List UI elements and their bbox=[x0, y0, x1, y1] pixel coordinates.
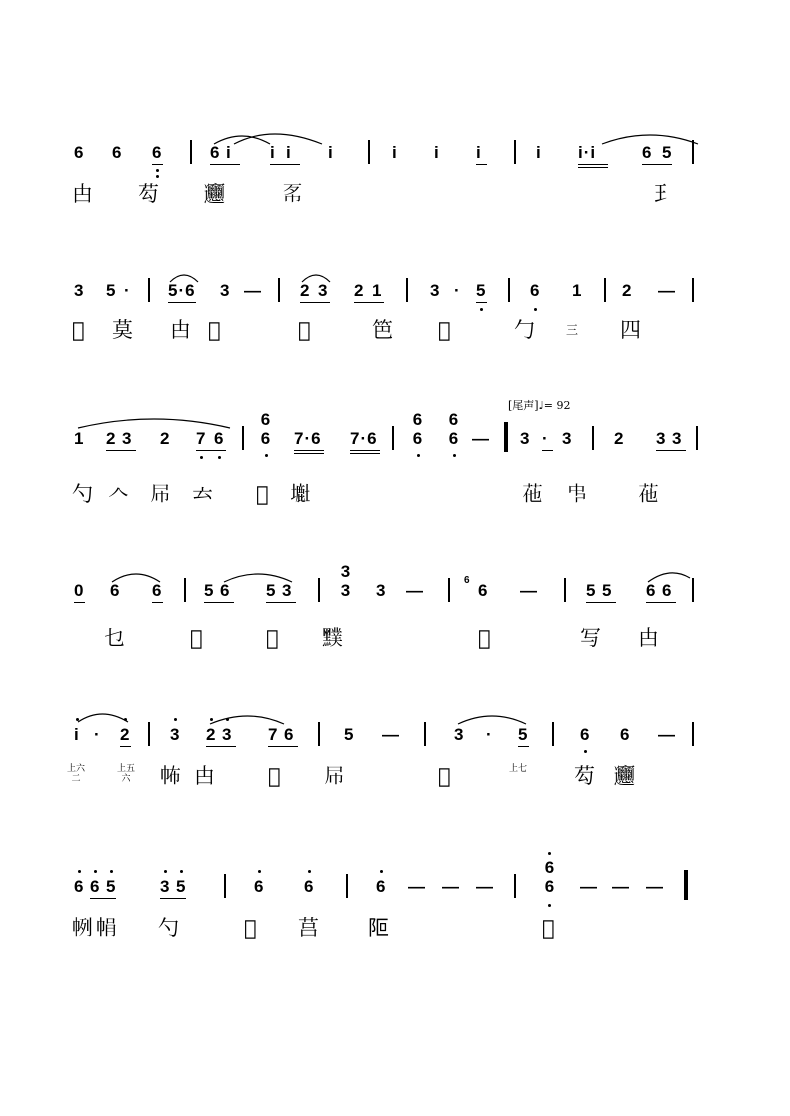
jianzi-char: 𦭝 bbox=[542, 916, 555, 940]
slur bbox=[168, 272, 202, 284]
jianzi-char: 甴 bbox=[194, 764, 215, 788]
octave-dot bbox=[94, 870, 97, 873]
underline bbox=[642, 164, 672, 165]
barline bbox=[148, 278, 150, 302]
underline bbox=[196, 450, 226, 451]
barline bbox=[514, 140, 516, 164]
note: 2 bbox=[622, 281, 633, 300]
note: 5 bbox=[662, 143, 673, 162]
jianzi-char: 甴 bbox=[72, 182, 93, 206]
note: 6 bbox=[74, 877, 85, 896]
underline bbox=[350, 453, 380, 454]
note: — bbox=[520, 581, 538, 600]
barline bbox=[242, 426, 244, 450]
barline bbox=[604, 278, 606, 302]
note: 2 bbox=[354, 281, 365, 300]
jianzi-char: 𡰯 bbox=[150, 482, 171, 506]
note: 2 bbox=[206, 725, 217, 744]
note: — bbox=[612, 877, 630, 896]
note: 3 bbox=[430, 281, 441, 300]
jianzi-char: 莒 bbox=[298, 916, 319, 940]
note: · bbox=[454, 281, 461, 300]
jianzi-char: 𢂥 bbox=[72, 916, 93, 940]
octave-dot bbox=[534, 308, 537, 311]
note: 6 bbox=[152, 581, 163, 600]
octave-dot bbox=[78, 870, 81, 873]
barline bbox=[692, 578, 694, 602]
note: 3 bbox=[170, 725, 181, 744]
slur bbox=[580, 132, 710, 146]
jianzi-char: 芶 bbox=[574, 764, 595, 788]
jianzi-char: 𢁻 bbox=[160, 764, 181, 788]
jianzi-char: 𨸭 bbox=[368, 916, 389, 940]
underline bbox=[120, 746, 131, 747]
barline bbox=[424, 722, 426, 746]
barline bbox=[184, 578, 186, 602]
jianzi-char: 𤣩 bbox=[654, 182, 675, 206]
double-barline bbox=[684, 870, 688, 900]
octave-dot bbox=[110, 870, 113, 873]
underline bbox=[518, 746, 529, 747]
note: 3 bbox=[318, 281, 329, 300]
note: · bbox=[486, 725, 493, 744]
note: — bbox=[244, 281, 262, 300]
barline bbox=[406, 278, 408, 302]
slur bbox=[208, 712, 288, 726]
octave-dot bbox=[308, 870, 311, 873]
stacked-notes: 6 6 bbox=[448, 410, 460, 448]
underline bbox=[476, 302, 487, 303]
underline bbox=[74, 602, 85, 603]
note: i bbox=[434, 143, 440, 162]
barline bbox=[696, 426, 698, 450]
barline bbox=[346, 874, 348, 898]
note: 5 bbox=[106, 281, 117, 300]
note: i·i bbox=[578, 143, 597, 162]
jianzi-char: 𰻝 bbox=[204, 182, 225, 206]
notation-row-4 bbox=[72, 562, 702, 602]
note: 3 bbox=[220, 281, 231, 300]
barline bbox=[592, 426, 594, 450]
jianzi-char: 𡒁 bbox=[208, 318, 221, 342]
jianzi-char: 𠫓 bbox=[192, 482, 213, 506]
barline bbox=[552, 722, 554, 746]
stacked-notes: 6 6 bbox=[260, 410, 272, 448]
note: 2 bbox=[300, 281, 311, 300]
jianzi-small: 上五六 bbox=[116, 764, 135, 784]
note: — bbox=[646, 877, 664, 896]
notation-row-5 bbox=[72, 724, 702, 746]
note: 2 bbox=[614, 429, 625, 448]
notation-row-2 bbox=[72, 280, 702, 302]
note: i bbox=[392, 143, 398, 162]
jianzi-char: 𠁧 bbox=[566, 482, 587, 506]
note: 5 bbox=[586, 581, 597, 600]
slur bbox=[212, 132, 332, 146]
note: 3 bbox=[282, 581, 293, 600]
note: · bbox=[542, 429, 549, 448]
jianzi-char: 勹 bbox=[514, 318, 535, 342]
note: — bbox=[580, 877, 598, 896]
note: — bbox=[382, 725, 400, 744]
note: 5 bbox=[602, 581, 613, 600]
notation-row-6 bbox=[72, 858, 702, 898]
jianzi-char: 三 bbox=[566, 323, 579, 337]
stacked-notes: 6 6 bbox=[544, 858, 556, 896]
octave-dot bbox=[480, 308, 483, 311]
note: 7 bbox=[268, 725, 279, 744]
stacked-notes: 6 6 bbox=[412, 410, 424, 448]
note: — bbox=[406, 581, 424, 600]
underline bbox=[646, 602, 676, 603]
underline bbox=[542, 450, 553, 451]
note: 3 bbox=[222, 725, 233, 744]
note: 3 bbox=[656, 429, 667, 448]
underline bbox=[152, 164, 163, 165]
note: 7·6 bbox=[350, 429, 378, 448]
jianzi-char: 𦭞 bbox=[244, 916, 257, 940]
jianzi-char: 写 bbox=[580, 626, 601, 650]
note: — bbox=[658, 281, 676, 300]
note: 6 bbox=[580, 725, 591, 744]
jianzi-char: 莫 bbox=[112, 318, 133, 342]
jianzi-char: 勺 bbox=[72, 482, 93, 506]
octave-dot bbox=[453, 454, 456, 457]
underline bbox=[90, 898, 116, 899]
barline bbox=[368, 140, 370, 164]
note: 3 bbox=[520, 429, 531, 448]
octave-dot bbox=[265, 454, 268, 457]
note: 6 bbox=[254, 877, 265, 896]
underline bbox=[354, 302, 384, 303]
note: 0 bbox=[74, 581, 85, 600]
note: 3 bbox=[376, 581, 387, 600]
note: 3 bbox=[562, 429, 573, 448]
note: i bbox=[286, 143, 292, 162]
jianzi-char: 𥦮 bbox=[438, 318, 451, 342]
jianzi-char: 𪒢 bbox=[322, 626, 343, 650]
jianzi-char: 𥨞 bbox=[298, 318, 311, 342]
octave-dot bbox=[164, 870, 167, 873]
note: 5 bbox=[204, 581, 215, 600]
note: 6 bbox=[90, 877, 101, 896]
note: 5 bbox=[476, 281, 487, 300]
note: 6 bbox=[74, 143, 85, 162]
barline bbox=[148, 722, 150, 746]
octave-dot bbox=[200, 456, 203, 459]
octave-dot bbox=[548, 852, 551, 855]
jianzi-char: 𦭟 bbox=[638, 482, 659, 506]
note: 2 bbox=[160, 429, 171, 448]
slur bbox=[222, 570, 298, 584]
jianzi-char: 𢁳 bbox=[282, 182, 303, 206]
underline bbox=[656, 450, 686, 451]
underline bbox=[168, 302, 196, 303]
jianzi-char: 四 bbox=[620, 318, 641, 342]
underline bbox=[578, 167, 608, 168]
note: i bbox=[476, 143, 482, 162]
slur bbox=[110, 570, 166, 584]
jianzi-char: 𡰯 bbox=[324, 764, 345, 788]
underline bbox=[300, 302, 330, 303]
note: 6 bbox=[530, 281, 541, 300]
jianzi-char: 甴 bbox=[170, 318, 191, 342]
underline bbox=[294, 450, 324, 451]
note: 6 bbox=[478, 581, 489, 600]
note: 6 bbox=[642, 143, 653, 162]
note: 6 bbox=[110, 581, 121, 600]
barline bbox=[508, 278, 510, 302]
stacked-notes: 3 3 bbox=[340, 562, 352, 600]
barline bbox=[564, 578, 566, 602]
double-barline bbox=[504, 422, 508, 452]
octave-dot bbox=[548, 904, 551, 907]
jianzi-char: 𦰞 bbox=[438, 764, 451, 788]
jianzi-char: 𦭠 bbox=[190, 626, 203, 650]
slur bbox=[76, 710, 136, 724]
note: 5 bbox=[176, 877, 187, 896]
barline bbox=[318, 578, 320, 602]
note: 5 bbox=[344, 725, 355, 744]
octave-dot bbox=[584, 750, 587, 753]
underline bbox=[294, 453, 324, 454]
note: 3 bbox=[672, 429, 683, 448]
jianzi-small: 上七 bbox=[508, 764, 527, 774]
note: 3 bbox=[454, 725, 465, 744]
underline bbox=[350, 450, 380, 451]
note: 6 bbox=[620, 725, 631, 744]
note: i bbox=[536, 143, 542, 162]
underline bbox=[206, 746, 236, 747]
octave-dot bbox=[218, 456, 221, 459]
octave-dot bbox=[258, 870, 261, 873]
barline bbox=[190, 140, 192, 164]
barline bbox=[318, 722, 320, 746]
jianzi-char: 芶 bbox=[138, 182, 159, 206]
jianzi-char: 𦭟 bbox=[522, 482, 543, 506]
note: 6 bbox=[284, 725, 295, 744]
note: 5·6 bbox=[168, 281, 196, 300]
underline bbox=[106, 450, 136, 451]
slur bbox=[646, 570, 692, 584]
jianzi-char: 𠆢 bbox=[108, 482, 129, 506]
octave-dot bbox=[156, 169, 159, 172]
barline bbox=[278, 278, 280, 302]
note: 1 bbox=[572, 281, 583, 300]
note: 6 bbox=[662, 581, 673, 600]
note: · bbox=[124, 281, 131, 300]
section-marker: [尾声]♩= 92 bbox=[508, 399, 571, 412]
slur bbox=[456, 712, 532, 726]
grace-note: 6 bbox=[464, 575, 471, 586]
note: 1 bbox=[372, 281, 383, 300]
note: 6 bbox=[214, 429, 225, 448]
underline bbox=[270, 164, 300, 165]
slur bbox=[300, 272, 334, 284]
notation-row-1 bbox=[72, 142, 702, 164]
note: 7·6 bbox=[294, 429, 322, 448]
note: 5 bbox=[266, 581, 277, 600]
note: · bbox=[94, 725, 101, 744]
note: i bbox=[226, 143, 232, 162]
note: 7 bbox=[196, 429, 207, 448]
note: 6 bbox=[112, 143, 123, 162]
underline bbox=[578, 164, 608, 165]
note: 5 bbox=[518, 725, 529, 744]
note: — bbox=[442, 877, 460, 896]
note: i bbox=[328, 143, 334, 162]
jianzi-row-1 bbox=[72, 178, 702, 212]
jianzi-char: 𦰞 bbox=[72, 318, 85, 342]
jianzi-char: 𢃃 bbox=[268, 764, 281, 788]
jianzi-char: 𦭞 bbox=[256, 482, 269, 506]
note: 2 bbox=[106, 429, 117, 448]
barline bbox=[692, 278, 694, 302]
barline bbox=[514, 874, 516, 898]
octave-dot bbox=[174, 718, 177, 721]
octave-dot bbox=[180, 870, 183, 873]
note: 5 bbox=[106, 877, 117, 896]
jianzi-char: 乜 bbox=[104, 626, 125, 650]
underline bbox=[204, 602, 234, 603]
underline bbox=[152, 602, 163, 603]
note: 6 bbox=[304, 877, 315, 896]
note: — bbox=[472, 429, 490, 448]
underline bbox=[268, 746, 298, 747]
note: 6 bbox=[646, 581, 657, 600]
jianzi-small: 上六二 bbox=[66, 764, 85, 784]
note: i bbox=[270, 143, 276, 162]
jianzi-char: 勺 bbox=[158, 916, 179, 940]
barline bbox=[224, 874, 226, 898]
notation-row-3 bbox=[72, 410, 702, 450]
note: 3 bbox=[122, 429, 133, 448]
barline bbox=[448, 578, 450, 602]
note: 6 bbox=[210, 143, 221, 162]
barline bbox=[692, 722, 694, 746]
jianzi-char: 甴 bbox=[638, 626, 659, 650]
note: 6 bbox=[376, 877, 387, 896]
octave-dot bbox=[380, 870, 383, 873]
jianzi-row-4 bbox=[72, 622, 702, 656]
note: 3 bbox=[160, 877, 171, 896]
jianzi-char: 𡒲 bbox=[290, 482, 311, 506]
jianzi-row-6 bbox=[72, 912, 702, 946]
underline bbox=[476, 164, 487, 165]
jianzi-char: 𡒁 bbox=[266, 626, 279, 650]
note: — bbox=[476, 877, 494, 896]
jianzi-char: 𰻝 bbox=[614, 764, 635, 788]
note: — bbox=[408, 877, 426, 896]
note: 2 bbox=[120, 725, 131, 744]
jianzi-row-2 bbox=[72, 314, 702, 348]
note: 6 bbox=[152, 143, 163, 162]
note: — bbox=[658, 725, 676, 744]
octave-dot bbox=[417, 454, 420, 457]
note: 3 bbox=[74, 281, 85, 300]
underline bbox=[266, 602, 296, 603]
note: i bbox=[74, 725, 80, 744]
jianzi-char: 𢂱 bbox=[96, 916, 117, 940]
barline bbox=[392, 426, 394, 450]
underline bbox=[586, 602, 616, 603]
jianzi-row-3 bbox=[72, 478, 702, 512]
note: 6 bbox=[220, 581, 231, 600]
note: 1 bbox=[74, 429, 85, 448]
underline bbox=[160, 898, 186, 899]
jianzi-char: 𣄂 bbox=[478, 626, 491, 650]
jianzi-char: 笆 bbox=[372, 318, 393, 342]
slur bbox=[76, 416, 236, 430]
underline bbox=[210, 164, 240, 165]
jianzi-row-5 bbox=[66, 760, 702, 794]
